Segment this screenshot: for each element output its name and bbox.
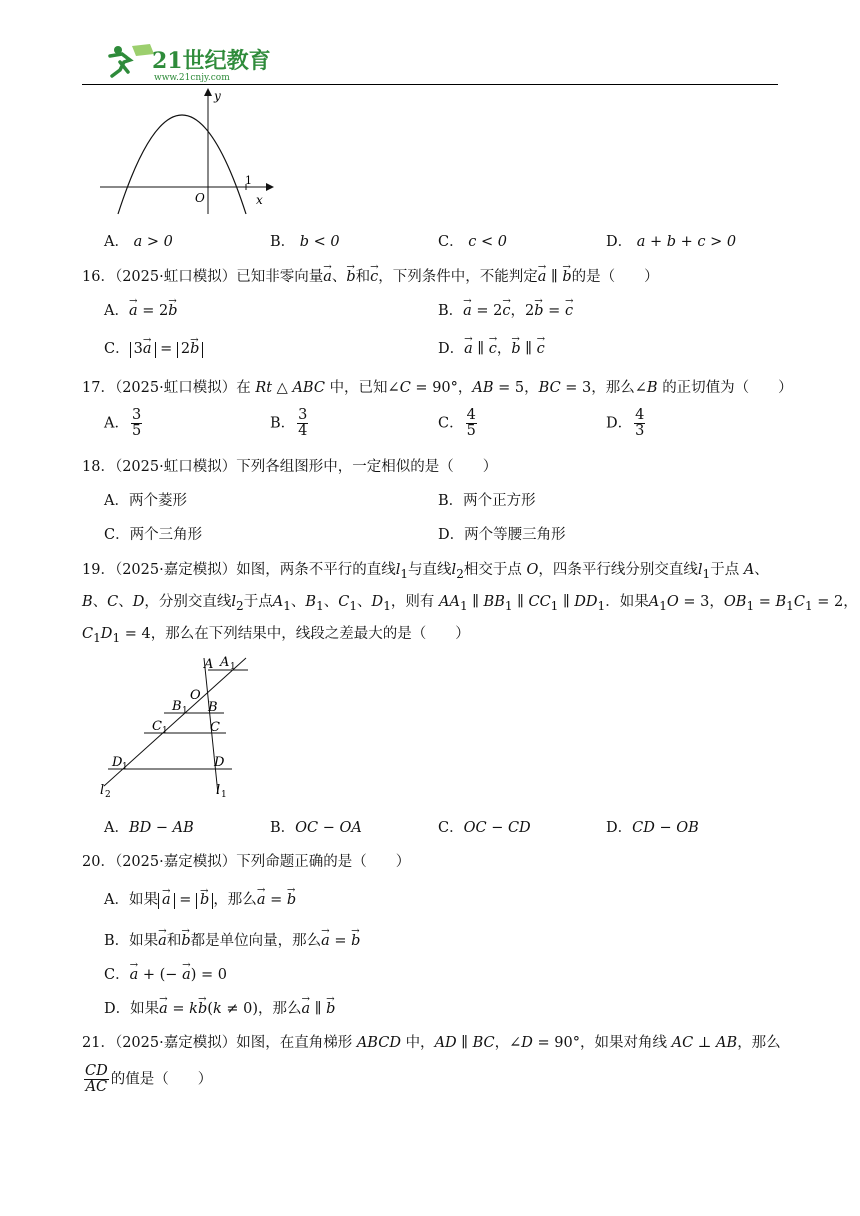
q19-option-d[interactable]: D．CD − OB [606,820,699,836]
q17-stem: 17．（2025·虹口模拟）在 Rt △ ABC 中，已知∠C = 90°，AB = 5，BC = 3，那么∠B 的正切值为（ ） [82,380,793,396]
q19-stem-line1: 19．（2025·嘉定模拟）如图，两条不平行的直线$l_1$与直线$l_2$相交于点 O，四条平行线分别交直线$l_1$于点 A、 [82,562,769,581]
parallel-lines-figure [96,652,266,802]
q16-option-d[interactable]: D．→ a ∥ → c，→ b ∥ → c [438,337,545,358]
q20-option-b[interactable]: B．如果→ a和→ b都是单位向量，那么→ a = → b [104,929,360,950]
q19-option-c[interactable]: C．OC − CD [438,820,531,836]
svg-text:1: 1 [245,174,252,187]
svg-text:D: D [214,755,225,770]
q19-option-a[interactable]: A．BD − AB [104,820,194,836]
q20-option-a[interactable]: A．如果→ a = → b ，那么→ a = → b [104,888,296,909]
q20-stem: 20．（2025·嘉定模拟）下列命题正确的是（ ） [82,854,411,870]
parabola-figure [98,86,278,216]
svg-text:y: y [214,89,221,103]
logo-url: www.21cnjy.com [154,73,230,83]
svg-text:O: O [195,191,205,205]
q17-option-d[interactable]: D． $\frac{4}{3}$ [606,407,645,440]
svg-text:C: C [152,719,162,734]
header-divider [82,84,778,85]
q16-option-b[interactable]: B．→ a = 2→ c，2→ b = → c [438,299,573,320]
svg-text:A: A [204,657,214,672]
svg-text:x: x [256,193,263,207]
q16-option-a[interactable]: A．→ a = 2→ b [104,299,178,320]
q15-option-d[interactable]: D． a + b + c > 0 [606,234,737,250]
q15-option-a[interactable]: A． a > 0 [104,234,173,250]
svg-text:2: 2 [105,790,111,800]
svg-text:C: C [210,720,220,735]
svg-text:B: B [172,699,182,714]
q16-stem: 16．（2025·虹口模拟）已知非零向量→ a、→ b和→ c，下列条件中，不能判定→ a ∥ → b的是（ ） [82,265,659,286]
q21-stem-line2: $\frac{CD}{AC}$ 的值是（ ） [85,1063,213,1096]
q17-option-b[interactable]: B． $\frac{3}{4}$ [270,407,308,440]
svg-text:A: A [220,655,230,670]
svg-text:l: l [216,783,221,798]
q21-stem-line1: 21．（2025·嘉定模拟）如图，在直角梯形 ABCD 中，AD ∥ BC，∠D = 90°，如果对角线 AC ⊥ AB，那么 [82,1035,781,1051]
q18-option-b[interactable]: B．两个正方形 [438,493,536,509]
svg-text:1: 1 [221,790,227,800]
svg-text:1: 1 [182,706,188,716]
q20-option-d[interactable]: D．如果→ a = k→ b(k ≠ 0)，那么→ a ∥ → b [104,997,335,1018]
q15-option-b[interactable]: B． b < 0 [270,234,340,250]
svg-text:l: l [100,783,105,798]
q20-option-c[interactable]: C．→ a + (− → a) = 0 [104,963,227,984]
q17-option-a[interactable]: A． $\frac{3}{5}$ [104,407,142,440]
svg-text:1: 1 [230,662,236,672]
svg-text:B: B [208,700,218,715]
svg-text:1: 1 [162,726,168,736]
q18-option-a[interactable]: A．两个菱形 [104,493,187,509]
logo-runner-icon [102,40,272,86]
q18-option-d[interactable]: D．两个等腰三角形 [438,527,566,543]
q15-option-c[interactable]: C． c < 0 [438,234,507,250]
q19-stem-line2: B、C、D，分别交直线$l_2$于点$A_1$、$B_1$、$C_1$、$D_1$，则有 $AA_1$ ∥ $BB_1$ ∥ $CC_1$ ∥ $DD_1$．如果$A_1O = 3$，$OB_1 = B_1C_1 = 2$， [82,594,858,613]
q18-option-c[interactable]: C．两个三角形 [104,527,203,543]
svg-text:1: 1 [122,762,128,772]
svg-text:D: D [112,755,123,770]
q17-option-c[interactable]: C． $\frac{4}{5}$ [438,407,476,440]
svg-text:O: O [190,688,201,703]
q19-option-b[interactable]: B．OC − OA [270,820,362,836]
q18-stem: 18．（2025·虹口模拟）下列各组图形中，一定相似的是（ ） [82,459,498,475]
q19-stem-line3: $C_1D_1 = 4$，那么在下列结果中，线段之差最大的是（ ） [82,626,470,645]
q16-option-c[interactable]: C． 3→ a = 2→ b [104,337,203,358]
logo [102,40,272,86]
logo-text: 21世纪教育 [152,48,271,74]
